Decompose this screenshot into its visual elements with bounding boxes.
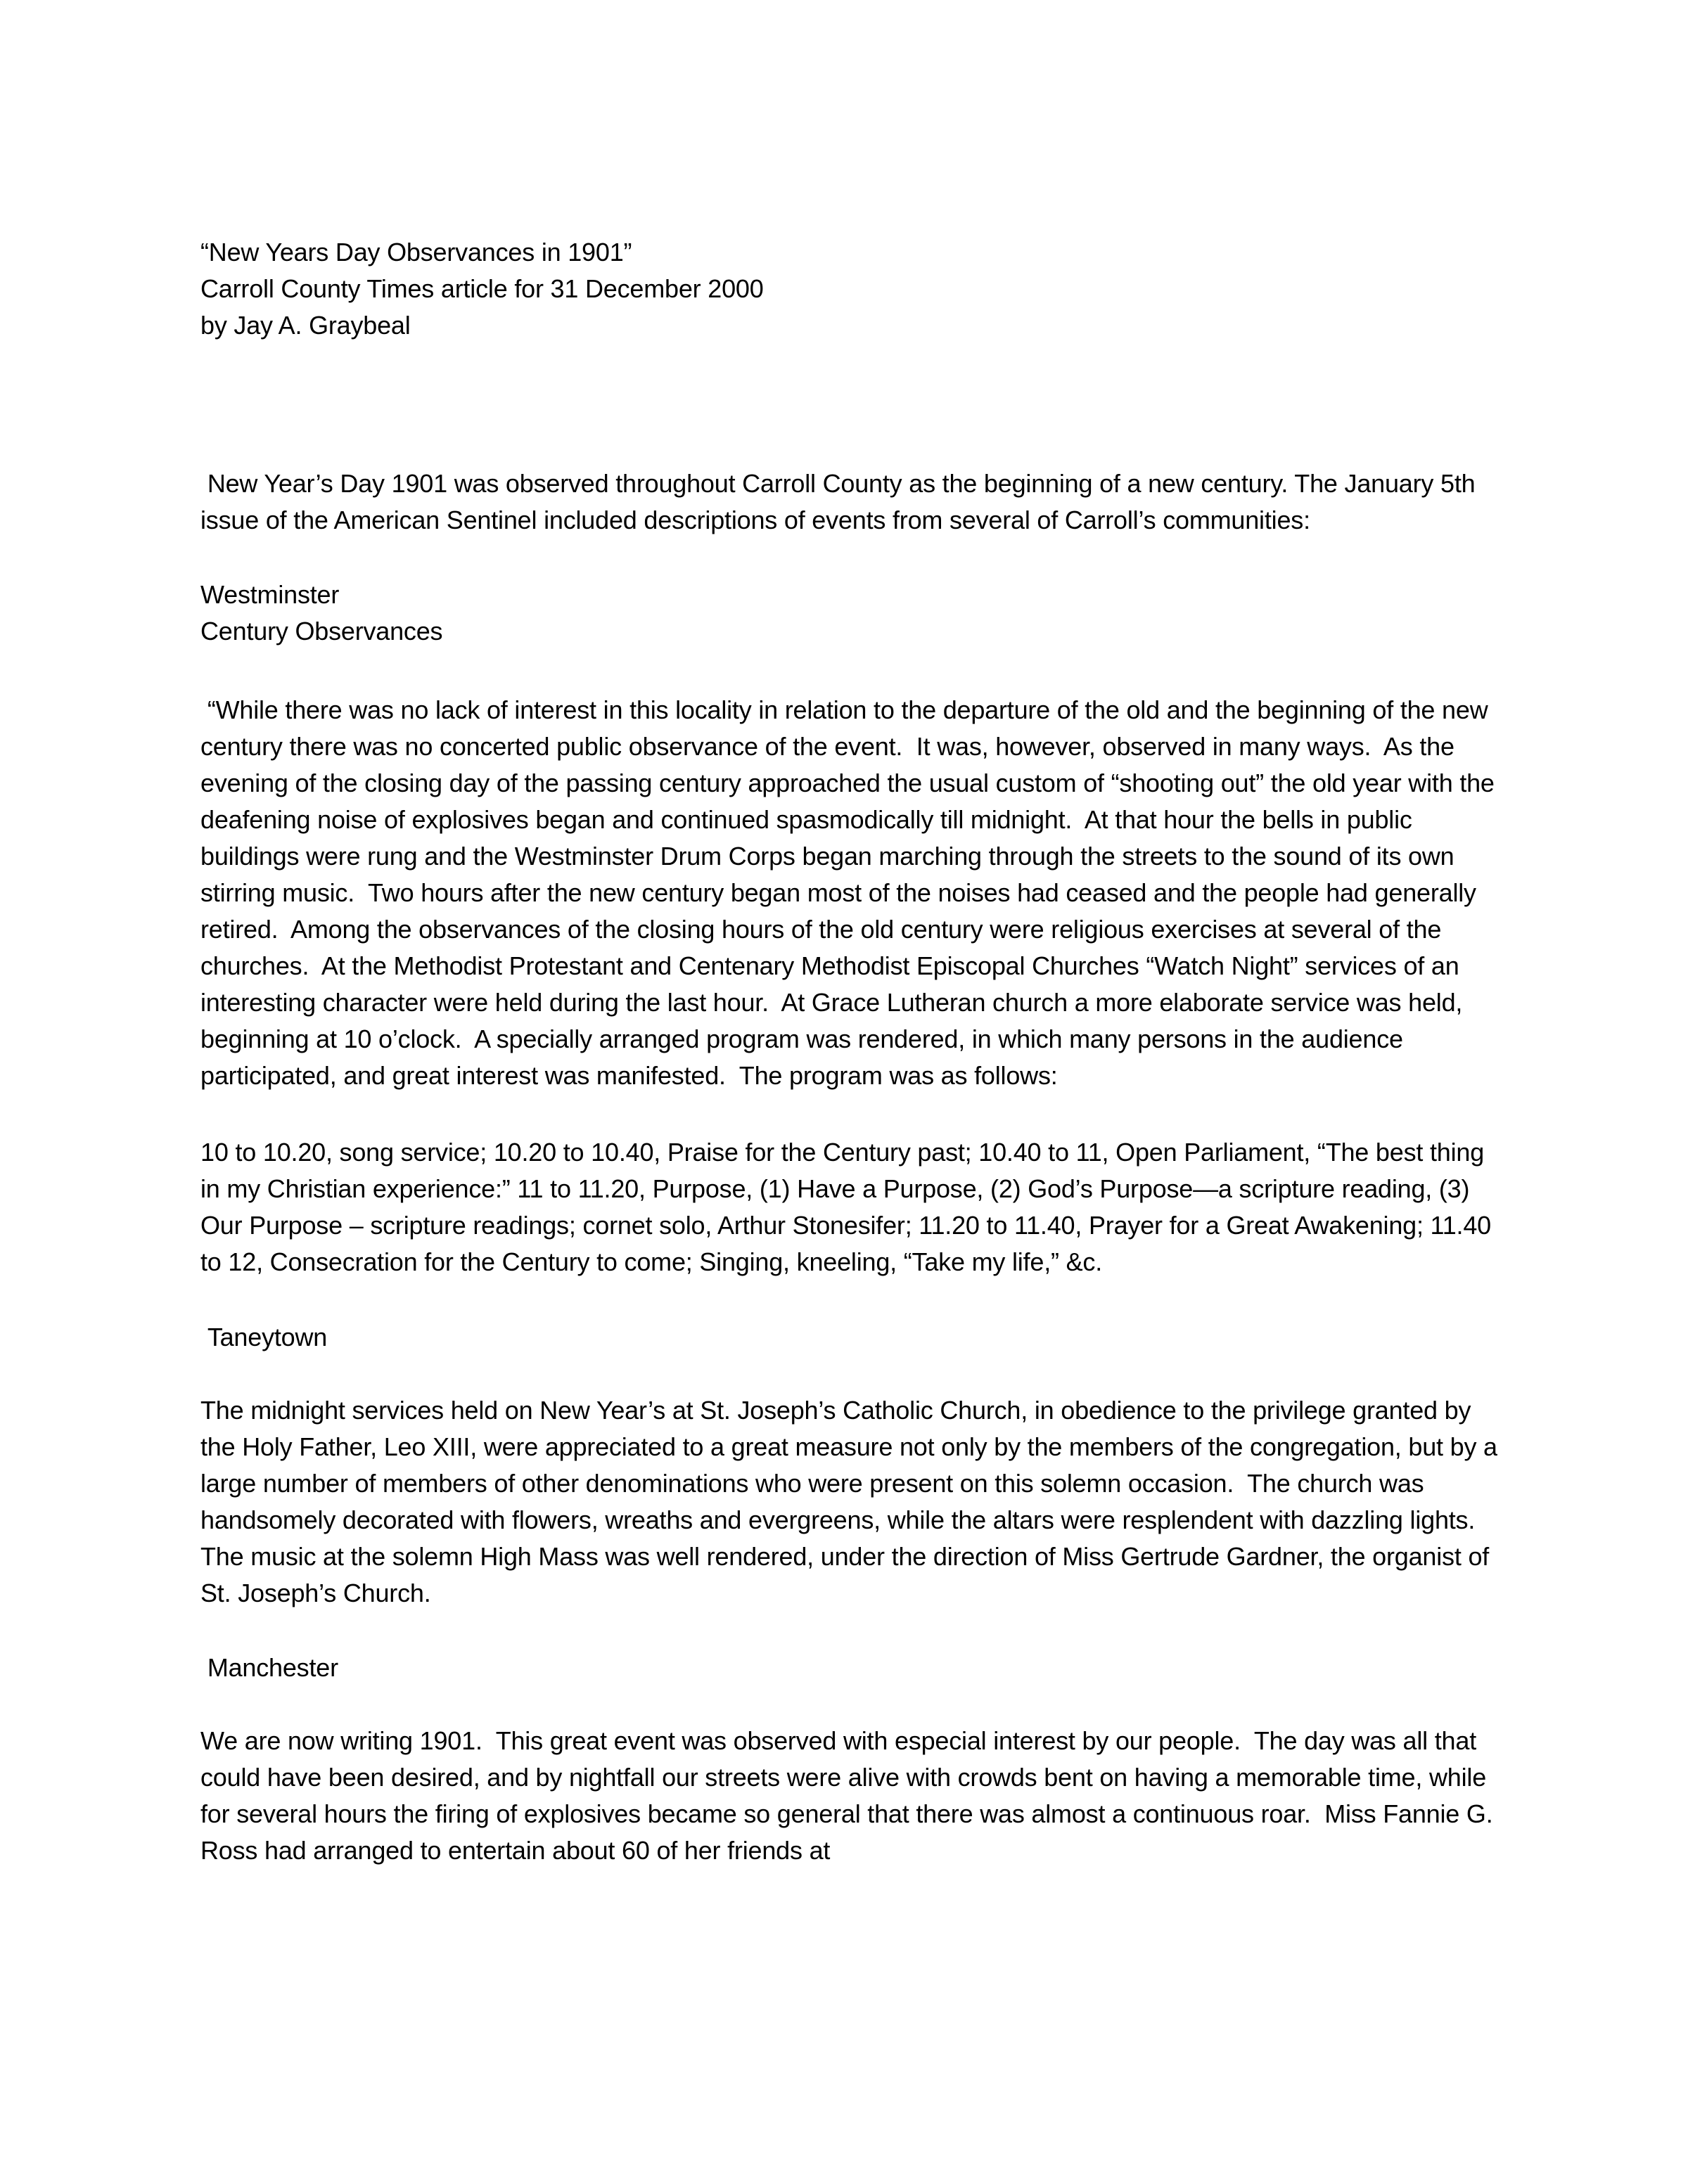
document-byline: by Jay A. Graybeal [200, 311, 411, 340]
document-title: “New Years Day Observances in 1901” [200, 238, 632, 266]
taneytown-heading: Taneytown [200, 1323, 328, 1351]
taneytown-paragraph: The midnight services held on New Year’s at St. Joseph’s Catholic Church, in obedience to the privilege granted by the Holy Father, Leo XIII, were appreciated to a great measure not only by the members of the congregation, but by a large number of members of other denominations who were present on this solemn occasion. The church was handsomely decorated with flowers, wreaths and evergreens, while the altars were resplendent with dazzling lights. The music at the solemn High Mass was well rendered, under the direction of Miss Gertrude Gardner, the organist of St. Joseph’s Church. [200, 1396, 1504, 1607]
westminster-heading: Westminster [200, 580, 340, 609]
manchester-heading: Manchester [200, 1653, 338, 1682]
westminster-paragraph: “While there was no lack of interest in this locality in relation to the departure of the old and the beginning of the new century there was no concerted public observance of the event. It was, however, observed in many ways. As the evening of the closing day of the passing century approached the usual custom of “shooting out” the old year with the deafening noise of explosives began and continued spasmodically till midnight. At that hour the bells in public buildings were rung and the Westminster Drum Corps began marching through the streets to the sound of its own stirring music. Two hours after the new century began most of the noises had ceased and the people had generally retired. Among the observances of the closing hours of the old century were religious exercises at several of the churches. At the Methodist Protestant and Centenary Methodist Episcopal Churches “Watch Night” services of an interesting character were held during the last hour. At Grace Lutheran church a more elaborate service was held, beginning at 10 o’clock. A specially arranged program was rendered, in which many persons in the audience participated, and great interest was manifested. The program was as follows: [200, 695, 1502, 1090]
westminster-subheading: Century Observances [200, 617, 443, 645]
manchester-paragraph: We are now writing 1901. This great event was observed with especial interest by our people. The day was all that could have been desired, and by nightfall our streets were alive with crowds bent on having a memorable time, while for several hours the firing of explosives became so general that there was almost a continuous roar. Miss Fannie G. Ross had arranged to entertain about 60 of her friends at [200, 1726, 1500, 1865]
westminster-heading-block [200, 577, 1507, 650]
document-header [200, 234, 1507, 344]
intro-paragraph: New Year’s Day 1901 was observed throughout Carroll County as the beginning of a new century. The January 5th issue of the American Sentinel included descriptions of events from several of Carroll’s communities: [200, 469, 1483, 534]
westminster-program-paragraph: 10 to 10.20, song service; 10.20 to 10.40, Praise for the Century past; 10.40 to 11, Open Parliament, “The best thing in my Christian experience:” 11 to 11.20, Purpose, (1) Have a Purpose, (2) God’s Purpose—a scripture reading, (3) Our Purpose – scripture readings; cornet solo, Arthur Stonesifer; 11.20 to 11.40, Prayer for a Great Awakening; 11.40 to 12, Consecration for the Century to come; Singing, kneeling, “Take my life,” &c. [200, 1138, 1498, 1276]
document-source-line: Carroll County Times article for 31 December 2000 [200, 274, 764, 303]
